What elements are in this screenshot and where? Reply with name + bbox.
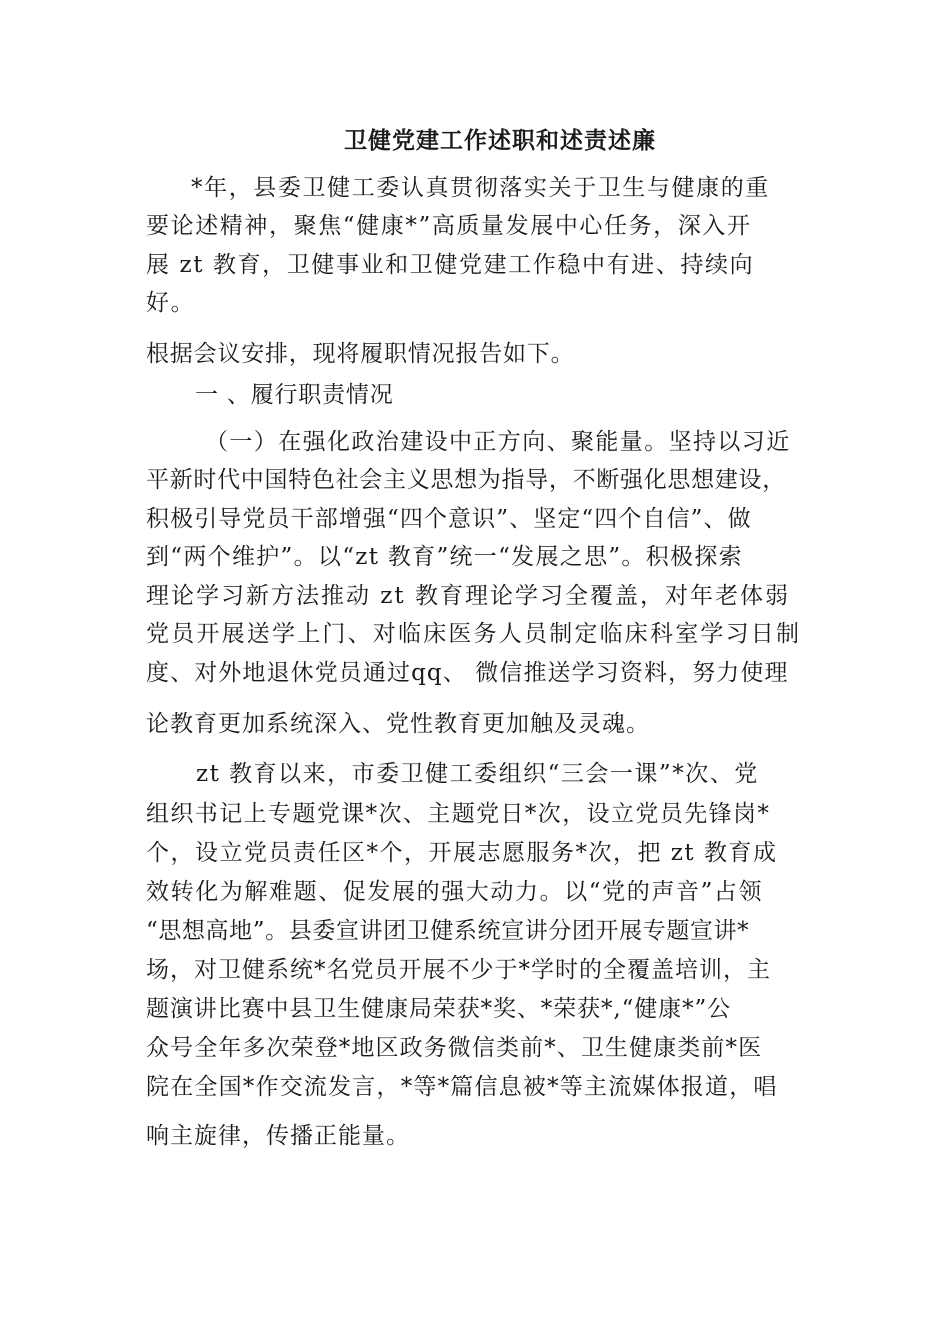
document-title: 卫健党建工作述职和述责述廉 xyxy=(344,127,656,154)
paragraph2-line-2: 组织书记上专题党课*次、主题党日*次，设立党员先锋岗* xyxy=(146,801,771,827)
transition-sentence: 根据会议安排，现将履职情况报告如下。 xyxy=(146,341,575,367)
intro-line-3: 展 zt 教育，卫健事业和卫健党建工作稳中有进、持续向 xyxy=(146,252,755,278)
paragraph2-line-7: 题演讲比赛中县卫生健康局荣获*奖、*荣获*,“健康*”公 xyxy=(146,996,732,1022)
paragraph1-line-2: 平新时代中国特色社会主义思想为指导，不断强化思想建设， xyxy=(146,467,786,493)
paragraph2-line-3: 个，设立党员责任区*个，开展志愿服务*次，把 zt 教育成 xyxy=(146,840,778,866)
paragraph2-line-1: zt 教育以来，市委卫健工委组织“三会一课”*次、党 xyxy=(196,761,759,787)
intro-line-4: 好。 xyxy=(146,290,196,316)
paragraph1-line-8: 论教育更加系统深入、党性教育更加触及灵魂。 xyxy=(146,711,650,737)
paragraph1-line-7: 度、对外地退休党员通过qq、 微信推送学习资料，努力使理 xyxy=(146,660,789,686)
intro-line-2: 要论述精神，聚焦“健康*”高质量发展中心任务，深入开 xyxy=(146,213,752,239)
paragraph2-line-6: 场，对卫健系统*名党员开展不少于*学时的全覆盖培训，主 xyxy=(146,957,771,983)
section-heading: 一 、履行职责情况 xyxy=(195,382,394,408)
paragraph1-line-1: （一）在强化政治建设中正方向、聚能量。坚持以习近 xyxy=(205,429,791,455)
paragraph1-line-3: 积极引导党员干部增强“四个意识”、坚定“四个自信”、做 xyxy=(146,506,752,532)
paragraph2-line-4: 效转化为解难题、促发展的强大动力。以“党的声音”占领 xyxy=(146,879,764,905)
paragraph2-line-10: 响主旋律，传播正能量。 xyxy=(146,1123,410,1149)
paragraph1-line-5: 理论学习新方法推动 zt 教育理论学习全覆盖，对年老体弱 xyxy=(146,583,790,609)
paragraph1-line-4: 到“两个维护”。以“zt 教育”统一“发展之思”。积极探索 xyxy=(146,544,743,570)
paragraph2-line-5: “思想高地”。县委宣讲团卫健系统宣讲分团开展专题宣讲* xyxy=(146,918,750,944)
intro-line-1: *年，县委卫健工委认真贯彻落实关于卫生与健康的重 xyxy=(191,175,770,201)
paragraph1-line-6: 党员开展送学上门、对临床医务人员制定临床科室学习日制 xyxy=(146,621,802,647)
paragraph2-line-9: 院在全国*作交流发言，*等*篇信息被*等主流媒体报道，唱 xyxy=(146,1074,778,1100)
paragraph2-line-8: 众号全年多次荣登*地区政务微信类前*、卫生健康类前*医 xyxy=(146,1035,763,1061)
